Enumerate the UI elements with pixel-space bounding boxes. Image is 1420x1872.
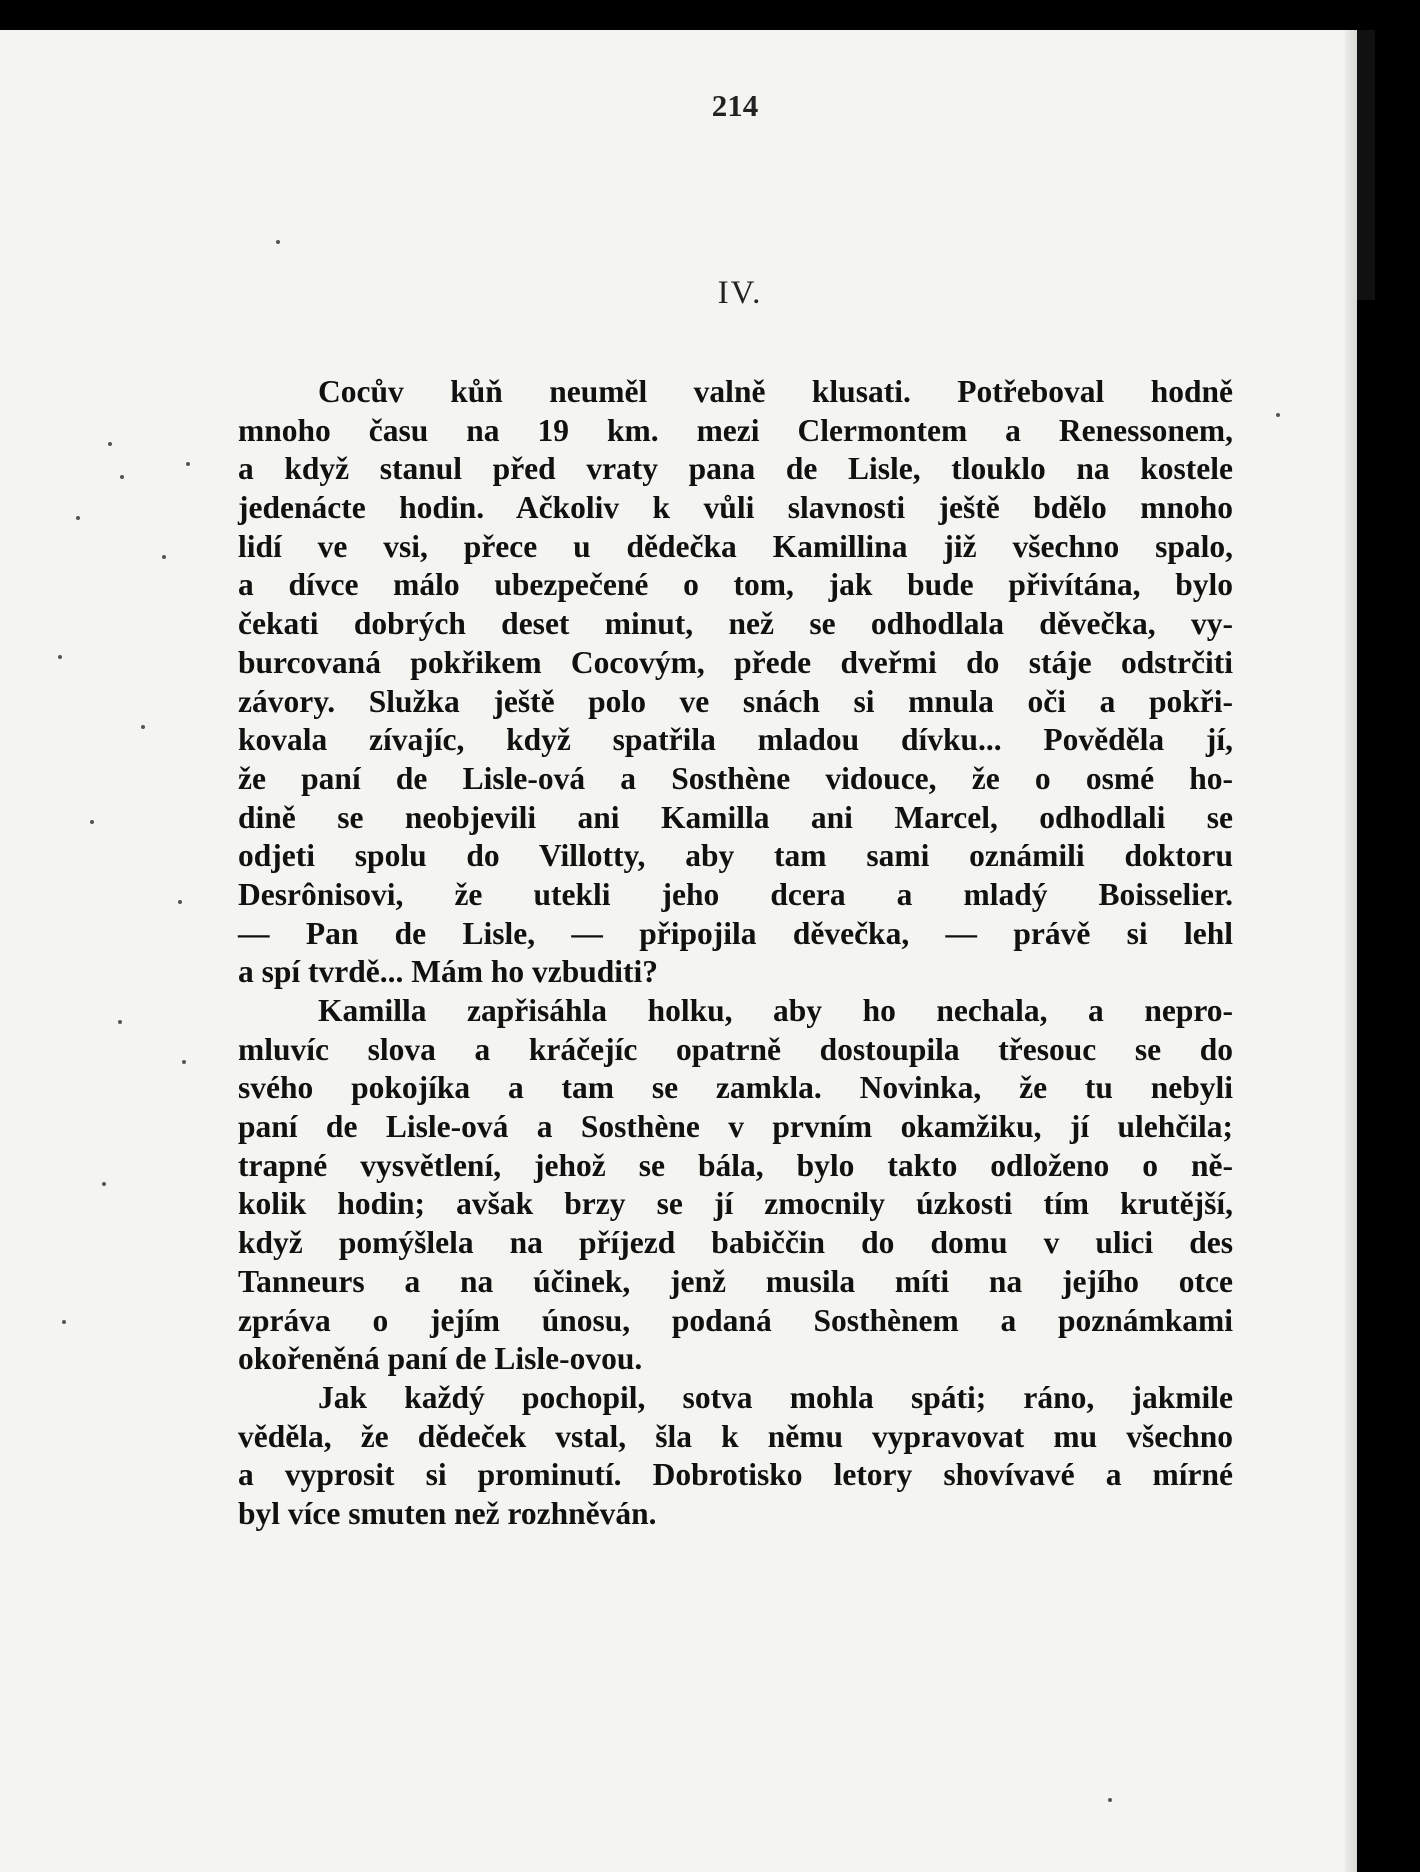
text-line: okořeněná paní de Lisle-ovou.: [238, 1341, 643, 1377]
chapter-body: [238, 373, 1233, 1534]
text-line: Desrônisovi, že utekli jeho dcera a mladý Boisselier.: [238, 876, 1233, 912]
text-line: paní de Lisle-ová a Sosthène v prvním okamžiku, jí ulehčila;: [238, 1109, 1233, 1145]
text-line: odjeti spolu do Villotty, aby tam sami oznámili doktoru: [238, 838, 1233, 874]
text-line: že paní de Lisle-ová a Sosthène vidouce, že o osmé ho-: [238, 760, 1233, 796]
chapter-title: IV.: [717, 275, 763, 311]
text-line: a vyprosit si prominutí. Dobrotisko letory shovívavé a mírné: [238, 1457, 1233, 1493]
text-line: byl více smuten než rozhněván.: [238, 1495, 657, 1531]
text-line: — Pan de Lisle, — připojila děvečka, — právě si lehl: [238, 915, 1233, 951]
paragraph: [238, 1379, 1233, 1534]
text-line: dině se neobjevili ani Kamilla ani Marcel, odhodlali se: [238, 799, 1233, 835]
page-number: 214: [711, 88, 759, 123]
text-line: Jak každý pochopil, sotva mohla spáti; ráno, jakmile: [318, 1379, 1233, 1415]
text-line: Cocův kůň neuměl valně klusati. Potřeboval hodně: [318, 374, 1233, 409]
paragraph: [238, 992, 1233, 1379]
text-line: jedenácte hodin. Ačkoliv k vůli slavnosti ještě bdělo mnoho: [238, 490, 1233, 526]
text-line: zpráva o jejím únosu, podaná Sosthènem a poznámkami: [238, 1302, 1233, 1338]
text-line: burcovaná pokřikem Cocovým, přede dveřmi do stáje odstrčiti: [238, 644, 1233, 680]
text-line: Kamilla zapřisáhla holku, aby ho nechala, a nepro-: [318, 993, 1233, 1028]
paragraph: [238, 373, 1233, 992]
text-line: a spí tvrdě... Mám ho vzbuditi?: [238, 954, 659, 990]
text-line: mnoho času na 19 km. mezi Clermontem a Renessonem,: [238, 412, 1233, 448]
text-line: kovala zívajíc, když spatřila mladou dívku... Pověděla jí,: [238, 722, 1233, 758]
text-line: a dívce málo ubezpečené o tom, jak bude přivítána, bylo: [238, 567, 1233, 603]
text-line: a když stanul před vraty pana de Lisle, tlouklo na kostele: [238, 451, 1233, 487]
text-line: Tanneurs a na účinek, jenž musila míti na jejího otce: [238, 1263, 1233, 1299]
text-line: lidí ve vsi, přece u dědečka Kamillina již všechno spalo,: [238, 528, 1233, 564]
text-line: trapné vysvětlení, jehož se bála, bylo takto odloženo o ně-: [238, 1147, 1233, 1183]
text-line: čekati dobrých deset minut, než se odhodlala děvečka, vy-: [238, 606, 1233, 642]
text-line: kolik hodin; avšak brzy se jí zmocnily úzkosti tím krutější,: [238, 1186, 1233, 1222]
text-line: mluvíc slova a kráčejíc opatrně dostoupila třesouc se do: [238, 1031, 1233, 1067]
text-line: když pomýšlela na příjezd babiččin do domu v ulici des: [238, 1225, 1233, 1261]
text-line: závory. Služka ještě polo ve snách si mnula oči a pokři-: [238, 683, 1233, 719]
binding-shadow: [1357, 30, 1375, 300]
text-line: svého pokojíka a tam se zamkla. Novinka, že tu nebyli: [238, 1070, 1233, 1106]
text-line: věděla, že dědeček vstal, šla k němu vypravovat mu všechno: [238, 1418, 1233, 1454]
